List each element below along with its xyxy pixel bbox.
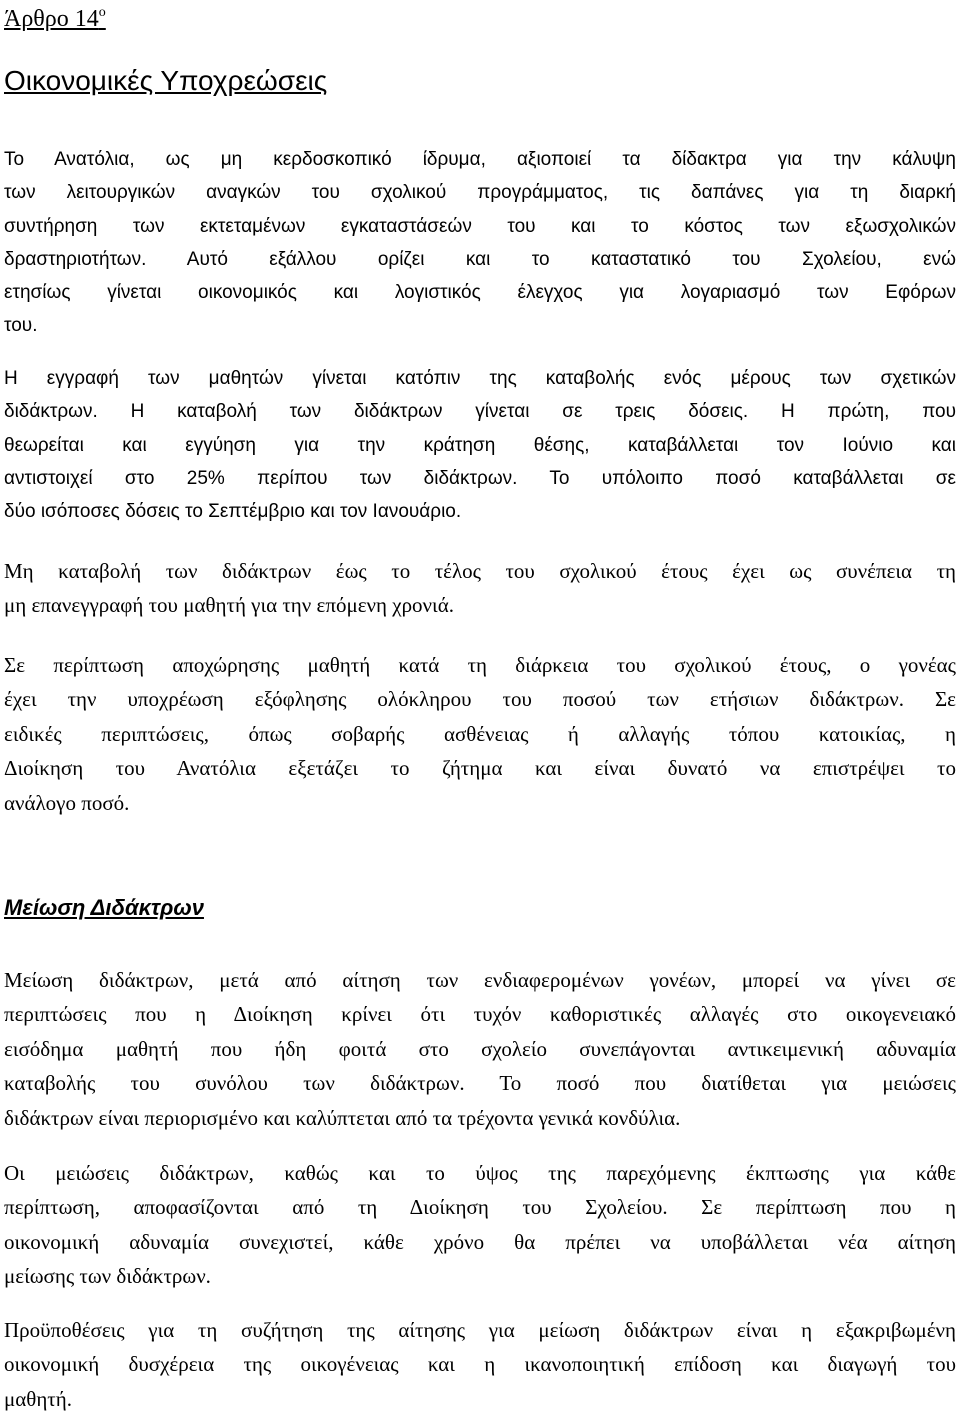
text-line: ειδικές περιπτώσεις, όπως σοβαρής ασθένειας ή αλλαγής τόπου κατοικίας, η [4, 721, 956, 746]
text-line: Μείωση διδάκτρων, μετά από αίτηση των ενδιαφερομένων γονέων, μπορεί να γίνει σε [4, 968, 956, 992]
section-title-financial-obligations: Οικονομικές Υποχρεώσεις [4, 65, 328, 96]
text-line: εισόδημα μαθητή που ήδη φοιτά στο σχολείο συνεπάγονται αντικειμενική αδυναμία [4, 1036, 956, 1061]
article-number: Άρθρο $14^o$ [4, 5, 106, 32]
paragraph-4 [4, 648, 956, 820]
text-line: μη επανεγγραφή του μαθητή για την επόμενη χρονιά. [4, 593, 454, 618]
text-line: ετησίως γίνεται οικονομικός και λογιστικός έλεγχος για λογαριασμό των Εφόρων [4, 282, 956, 304]
text-line: του. [4, 315, 38, 337]
text-line: θεωρείται και εγγύηση για την κράτηση θέσης, καταβάλλεται τον Ιούνιο και [4, 434, 956, 456]
text-line: αντιστοιχεί στο 25% περίπου των διδάκτρων. Το υπόλοιπο ποσό καταβάλλεται σε [4, 467, 956, 489]
paragraph-2 [4, 362, 956, 528]
text-line: Το Ανατόλια, ως μη κερδοσκοπικό ίδρυμα, αξιοποιεί τα δίδακτρα για την κάλυψη [4, 149, 956, 170]
text-line: καταβολής του συνόλου των διδάκτρων. Το ποσό που διατίθεται για μειώσεις [4, 1071, 956, 1096]
text-line: έχει την υποχρέωση εξόφλησης ολόκληρου του ποσού των ετήσιων διδάκτρων. Σε [4, 687, 956, 712]
text-line: Προϋποθέσεις για τη συζήτηση της αίτησης για μείωση διδάκτρων είναι η εξακριβωμένη [4, 1318, 956, 1342]
text-line: διδάκτρων. Η καταβολή των διδάκτρων γίνεται σε τρεις δόσεις. Η πρώτη, που [4, 401, 956, 423]
text-line: δραστηριοτήτων. Αυτό εξάλλου ορίζει και το καταστατικό του Σχολείου, ενώ [4, 248, 956, 270]
text-line: περιπτώσεις που η Διοίκηση κρίνει ότι τυχόν καθοριστικές αλλαγές στο οικογενειακό [4, 1002, 956, 1027]
paragraph-5 [4, 963, 956, 1135]
paragraph-3 [4, 554, 956, 623]
text-line: μείωσης των διδάκτρων. [4, 1264, 211, 1289]
text-line: Σε περίπτωση αποχώρησης μαθητή κατά τη διάρκεια του σχολικού έτους, ο γονέας [4, 653, 956, 677]
text-line: Η εγγραφή των μαθητών γίνεται κατόπιν της καταβολής ενός μέρους των σχετικών [4, 368, 956, 389]
text-line: Οι μειώσεις διδάκτρων, καθώς και το ύψος της παρεχόμενης έκπτωσης για κάθε [4, 1161, 956, 1185]
text-line: μαθητή. [4, 1386, 72, 1411]
text-line: διδάκτρων είναι περιορισμένο και καλύπτεται από τα τρέχοντα γενικά κονδύλια. [4, 1105, 681, 1130]
section-title-tuition-reduction: Μείωση Διδάκτρων [4, 895, 204, 920]
text-line: ανάλογο ποσό. [4, 790, 130, 815]
text-line: συντήρηση των εκτεταμένων εγκαταστάσεών του και το κόστος των εξωσχολικών [4, 215, 956, 237]
article-ordinal: ο [98, 5, 106, 20]
text-line: οικονομική αδυναμία συνεχιστεί, κάθε χρόνο θα πρέπει να υποβάλλεται νέα αίτηση [4, 1229, 956, 1254]
text-line: Διοίκηση του Ανατόλια εξετάζει το ζήτημα και είναι δυνατό να επιστρέψει το [4, 756, 956, 781]
text-line: δύο ισόποσες δόσεις το Σεπτέμβριο και τον Ιανουάριο. [4, 501, 462, 523]
paragraph-6 [4, 1156, 956, 1294]
paragraph-7 [4, 1313, 956, 1416]
text-line: Μη καταβολή των διδάκτρων έως το τέλος του σχολικού έτους έχει ως συνέπεια τη [4, 559, 956, 583]
text-line: περίπτωση, αποφασίζονται από τη Διοίκηση του Σχολείου. Σε περίπτωση που η [4, 1195, 956, 1220]
text-line: των λειτουργικών αναγκών του σχολικού προγράμματος, τις δαπάνες για τη διαρκή [4, 182, 956, 204]
text-line: οικονομική δυσχέρεια της οικογένειας και η ικανοποιητική επίδοση και διαγωγή του [4, 1352, 956, 1377]
paragraph-1 [4, 143, 956, 343]
